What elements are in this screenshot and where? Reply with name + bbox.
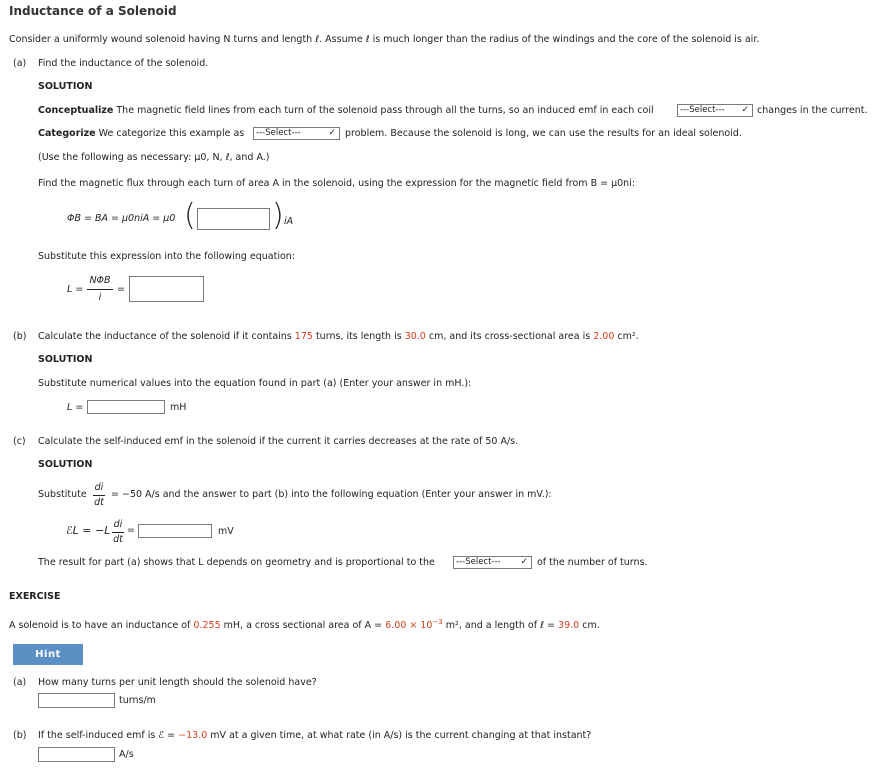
categorize-label: Categorize	[38, 128, 96, 139]
emf-unit: mV	[218, 526, 234, 537]
part-b-unit: mH	[170, 402, 187, 413]
exercise-text: A solenoid is to have an inductance of 0.255 mH, a cross sectional area of $A = 6.00 \times 10^{-3}$ m², and a length of ℓ = 39.0 cm.	[9, 618, 600, 632]
result-text-pre: The result for part (a) shows that L depends on geometry and is proportional to the	[38, 557, 435, 568]
conceptualize-text: The magnetic field lines from each turn of the solenoid pass through all the turns, so an induced emf in each coil	[116, 105, 654, 116]
part-b-question: Calculate the inductance of the solenoid if it contains 175 turns, its length is 30.0 cm, and its cross-sectional area is 2.00 cm².	[38, 331, 639, 342]
emf-equation-left: ℰL = −L	[66, 524, 111, 537]
intro-text: Consider a uniformly wound solenoid having N turns and length ℓ. Assume ℓ is much longer than the radius of the windings and the core of the solenoid is air.	[9, 34, 760, 45]
part-a-question: Find the inductance of the solenoid.	[38, 58, 209, 69]
conceptualize-select[interactable]	[677, 104, 753, 117]
page-title: Inductance of a Solenoid	[9, 4, 177, 18]
substitute-text: Substitute this expression into the following equation:	[38, 251, 296, 262]
exercise-heading: EXERCISE	[9, 591, 61, 602]
conceptualize-select-value: ---Select---	[680, 105, 725, 115]
exercise-b-unit: A/s	[119, 749, 134, 760]
chevron-down-icon: ✓	[328, 128, 336, 138]
part-a-label: (a)	[13, 58, 27, 69]
proportion-select[interactable]	[453, 556, 532, 569]
proportion-select-value: ---Select---	[456, 557, 501, 567]
L-answer-input[interactable]	[129, 276, 204, 302]
equals-sign: =	[117, 284, 125, 295]
part-c-solution-heading: SOLUTION	[38, 459, 93, 470]
fraction-bar	[112, 532, 124, 533]
fraction-bar	[93, 495, 105, 496]
exercise-a-unit: turns/m	[119, 695, 156, 706]
exercise-inductance: 0.255	[193, 620, 221, 632]
part-b-answer-input[interactable]	[87, 400, 165, 414]
L-numerator: NΦB	[89, 275, 111, 286]
L-denominator: i	[98, 292, 102, 303]
result-text-post: of the number of turns.	[537, 557, 648, 568]
categorize-after: problem. Because the solenoid is long, we can use the results for an ideal solenoid.	[345, 128, 742, 139]
part-b-label: (b)	[13, 331, 27, 342]
exercise-a-question: How many turns per unit length should the solenoid have?	[38, 677, 317, 688]
categorize-select-value: ---Select---	[256, 128, 301, 138]
exercise-emf-value: −13.0	[178, 730, 208, 741]
part-b-L-label: L =	[67, 402, 84, 413]
di-numerator: di	[94, 482, 104, 493]
exercise-length: 39.0	[558, 620, 580, 632]
categorize-row	[38, 128, 244, 139]
conceptualize-row	[38, 105, 654, 116]
part-c-label: (c)	[13, 436, 26, 447]
exercise-b-label: (b)	[13, 730, 27, 741]
length-value: 30.0	[404, 331, 426, 342]
substitute-after: = −50 A/s and the answer to part (b) into the following equation (Enter your answer in mV.):	[111, 489, 552, 500]
equals-sign: =	[127, 525, 135, 536]
flux-equation-left: ΦB = BA = μ0niA = μ0	[67, 213, 176, 224]
chevron-down-icon: ✓	[741, 105, 749, 115]
conceptualize-after: changes in the current.	[757, 105, 868, 116]
exercise-area: $6.00 \times 10^{-3}$	[385, 618, 443, 632]
exercise-b-question: If the self-induced emf is ℰ = −13.0 mV at a given time, at what rate (in A/s) is the current changing at that instant?	[38, 730, 592, 741]
area-value: 2.00	[593, 331, 615, 342]
use-following-note: (Use the following as necessary: μ0, N, ℓ, and A.)	[38, 152, 270, 163]
part-b-solution-heading: SOLUTION	[38, 354, 93, 365]
turns-value: 175	[294, 331, 313, 342]
current-rate-input[interactable]	[38, 747, 115, 762]
part-c-question: Calculate the self-induced emf in the solenoid if the current it carries decreases at the rate of 50 A/s.	[38, 436, 519, 447]
turns-per-meter-input[interactable]	[38, 693, 115, 708]
find-flux-text: Find the magnetic flux through each turn of area A in the solenoid, using the expression for the magnetic field from B = μ0ni:	[38, 178, 636, 189]
emf-dt: dt	[113, 534, 123, 545]
exercise-a-label: (a)	[13, 677, 27, 688]
hint-button[interactable]: Hint	[13, 644, 83, 665]
fraction-bar	[87, 289, 113, 290]
substitute-label: Substitute	[38, 489, 87, 500]
L-equation-label: L =	[67, 284, 84, 295]
flux-equation-right: iA	[284, 216, 294, 227]
part-b-instruction: Substitute numerical values into the equation found in part (a) (Enter your answer in mH.):	[38, 378, 472, 389]
left-paren: (	[184, 198, 196, 233]
conceptualize-label: Conceptualize	[38, 105, 114, 116]
emf-di: di	[113, 519, 123, 530]
flux-answer-input[interactable]	[197, 208, 270, 230]
right-paren: )	[272, 198, 284, 233]
emf-answer-input[interactable]	[138, 524, 212, 538]
part-a-solution-heading: SOLUTION	[38, 81, 93, 92]
dt-denominator: dt	[94, 497, 104, 508]
categorize-text: We categorize this example as	[98, 128, 245, 139]
categorize-select[interactable]	[253, 127, 340, 140]
chevron-down-icon: ✓	[520, 557, 528, 567]
